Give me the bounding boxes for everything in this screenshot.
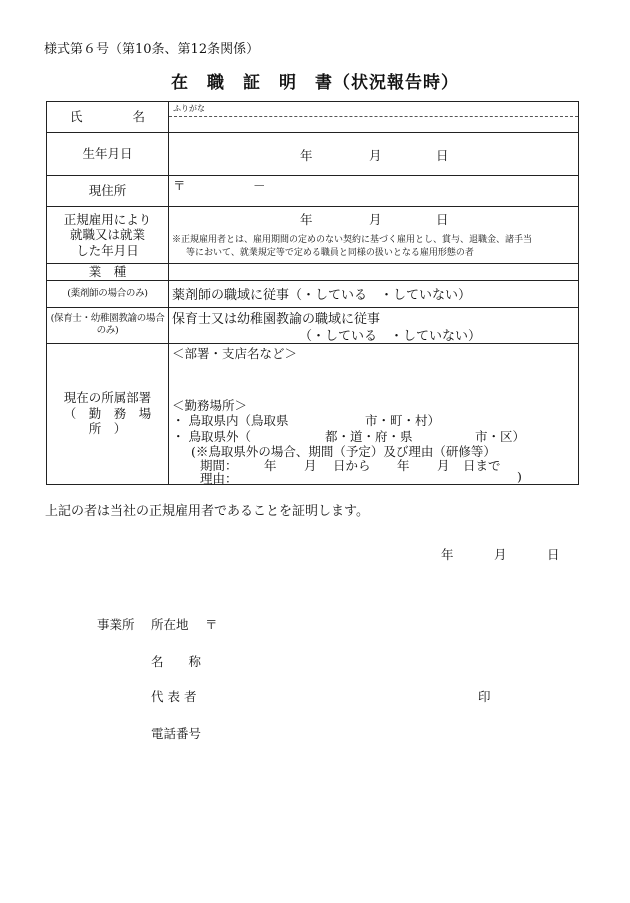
nursery-text: 保育士又は幼稚園教諭の職域に従事 [172,311,381,327]
regular-employment-label [47,207,169,264]
representative-label: 代 表 者 [151,689,197,704]
workplace-option-inside: ・ 鳥取県内（鳥取県 [172,412,289,428]
day-label: 日 [436,148,449,163]
address-label: 現住所 [47,176,169,207]
month-label: 月 [437,457,450,473]
regular-employment-note [169,234,535,260]
table-row [47,133,579,176]
office-name-label: 名 称 [151,654,202,669]
regular-employment-field[interactable] [169,207,579,264]
birthdate-field[interactable] [169,133,579,176]
year-label: 年 [264,457,277,473]
table-row [47,207,579,264]
table-row [47,176,579,207]
document-title: 在 職 証 明 書（状況報告時） [171,73,459,93]
office-postal-mark: 〒 [205,617,218,632]
seal-mark: 印 [478,689,491,704]
form-number: 様式第６号（第10条、第12条関係） [44,42,260,57]
note-line: ※正規雇用者とは、雇用期間の定めのない契約に基づく雇用とし、賞与、退職金、諸手当 [172,235,533,245]
department-field[interactable] [169,343,579,484]
dept-section-heading: ＜部署・支店名など＞ [172,345,298,361]
note-line: 等において、就業規定等で定める職員と同様の扱いとなる雇用形態の者 [186,248,474,259]
nursery-field[interactable] [169,307,579,343]
postal-mark: 〒 [173,178,186,193]
year-label: 年 [300,212,313,227]
month-label: 月 [369,212,382,227]
table-row [47,102,579,133]
postal-dash: － [253,178,266,193]
workplace-option-inside-suffix: 市・町・村） [365,412,441,428]
period-to-label: 日まで [463,457,501,473]
department-label [47,343,169,484]
day-label: 日 [436,212,449,227]
regular-employment-label-line: した年月日 [76,242,139,258]
certificate-table [46,101,579,485]
table-row [47,307,579,343]
department-label-line: （ 勤 務 場 所 ） [63,405,164,437]
workplace-heading: ＜勤務場所＞ [172,397,248,413]
workplace-option-outside-city: 市・区） [475,428,526,444]
birthdate-label: 生年月日 [47,133,169,176]
furigana-label: ふりがな [173,104,205,113]
issue-day-label: 日 [547,547,560,562]
department-label-line: 現在の所属部署 [63,390,152,406]
outside-note: (※鳥取県外の場合、期間（予定）及び理由（研修等） [191,443,496,459]
issue-month-label: 月 [494,547,507,562]
month-label: 月 [304,457,317,473]
address-field[interactable] [169,176,579,207]
name-label: 氏 名 [47,102,169,133]
industry-label: 業 種 [47,264,169,281]
month-label: 月 [369,148,382,163]
reason-close: ) [517,468,522,484]
name-field[interactable] [169,102,579,133]
period-from-label: 日から [333,457,371,473]
workplace-option-outside: ・ 鳥取県外（ [172,428,251,444]
industry-field[interactable] [169,264,579,281]
year-label: 年 [397,457,410,473]
pharmacist-label: (薬剤師の場合のみ) [47,280,169,307]
office-location-label: 所在地 [151,617,189,632]
pharmacist-field[interactable]: 薬剤師の職域に従事（・している ・していない） [169,280,579,307]
furigana-divider [169,116,578,117]
table-row [47,343,579,484]
reason-label: 理由： [200,470,238,486]
workplace-option-outside-prefecture: 都・道・府・県 [325,428,413,444]
nursery-options: （・している ・していない） [299,328,482,344]
regular-employment-label-line: 就職又は就業 [69,227,145,243]
phone-label: 電話番号 [151,726,202,741]
certification-statement: 上記の者は当社の正規雇用者であることを証明します。 [45,504,369,519]
period-label: 期間： [200,457,238,473]
year-label: 年 [300,148,313,163]
table-row [47,280,579,307]
regular-employment-label-line: 正規雇用により [63,211,152,227]
table-row [47,264,579,281]
nursery-label: (保育士・幼稚園教諭の場合のみ) [47,307,169,343]
office-label: 事業所 [97,617,135,632]
issue-year-label: 年 [441,547,454,562]
